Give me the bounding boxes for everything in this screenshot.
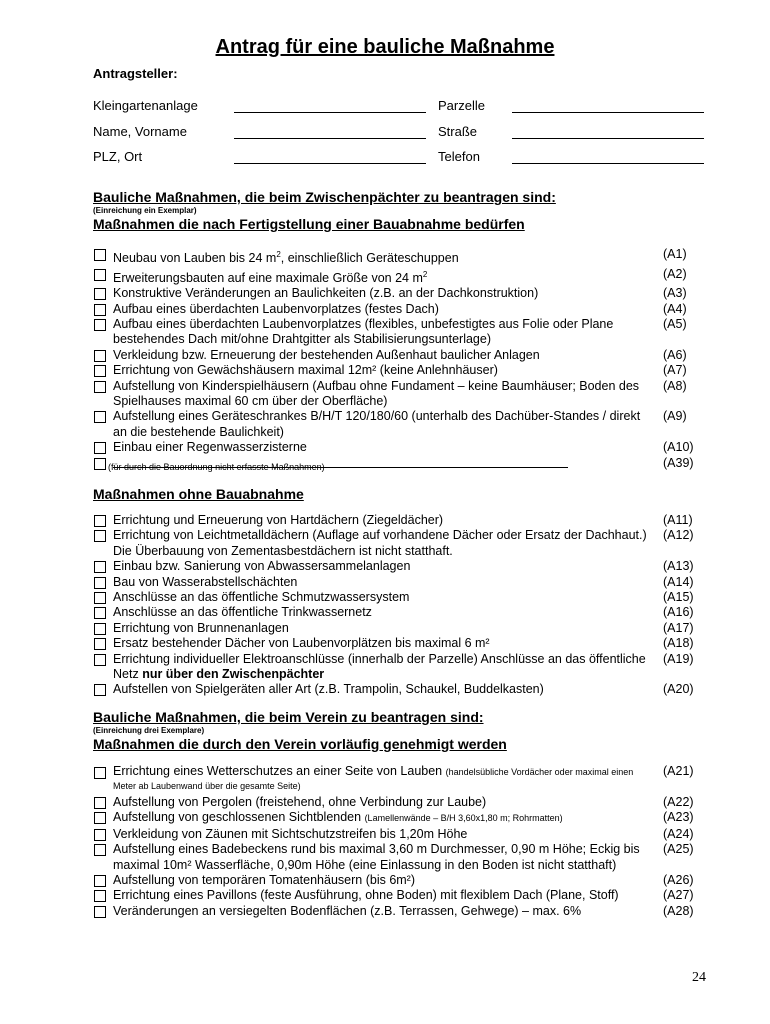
item-text: Aufbau eines überdachten Laubenvorplatzes (festes Dach) [113,301,439,316]
list-item [93,590,713,605]
item-code: (A1) [663,247,687,261]
checkbox[interactable] [94,890,106,902]
item-text: Errichtung von Leichtmetalldächern (Auflage auf vorhandene Dächer oder Ersatz der Dachhaut.) Die Überbauung von Zementasbestdächern ist nicht statthaft. [113,528,647,558]
item-code: (A14) [663,574,694,589]
item-code: (A8) [663,378,687,393]
checkbox[interactable] [94,638,106,650]
list-item [93,621,713,636]
item-text: Bau von Wasserabstellschächten [113,574,298,589]
field-row [0,98,770,116]
item-code: (A13) [663,559,694,574]
checkbox[interactable] [94,249,106,261]
list-item [93,247,713,267]
page-number: 24 [692,970,706,985]
field-label-phone: Telefon [438,149,480,164]
field-row [0,124,770,142]
item-code: (A27) [663,888,694,903]
checkbox[interactable] [94,875,106,887]
list-item [93,605,713,620]
item-code: (A26) [663,873,694,888]
item-code: (A4) [663,301,687,316]
section1-note: (Einreichung ein Exemplar) [93,206,197,215]
item-code: (A16) [663,605,694,620]
checkbox[interactable] [94,812,106,824]
checkbox[interactable] [94,304,106,316]
checkbox[interactable] [94,381,106,393]
item-code: (A7) [663,363,687,378]
item-text: Einbau einer Regenwasserzisterne [113,440,307,455]
item-text: Aufstellung eines Geräteschrankes B/H/T 120/180/60 (unterhalb des Dachüber-Standes / direkt an die bestehende Baulichkeit) [113,409,641,439]
item-text: Ersatz bestehender Dächer von Laubenvorplätzen bis maximal 6 m² [113,636,490,651]
form-title: Antrag für eine bauliche Maßnahme [215,36,555,58]
item-code: (A9) [663,409,687,424]
item-text: Errichtung eines Pavillons (feste Ausführung, ohne Boden) mit flexiblem Dach (Plane, Stoff) [113,888,619,903]
list-item [93,363,713,378]
list-item [93,636,713,651]
name-input-line[interactable] [234,138,426,139]
list-item [93,317,713,348]
checkbox[interactable] [94,515,106,527]
section3-subheading: Maßnahmen die durch den Verein vorläufig genehmigt werden [93,736,507,752]
checkbox[interactable] [94,829,106,841]
list-item [93,348,713,363]
item-code: (A24) [663,826,694,841]
list-item [93,267,713,287]
checkbox[interactable] [94,906,106,918]
item-code: (A11) [663,513,693,527]
list-item [93,842,713,873]
list-item [93,528,713,559]
list-item [93,765,713,795]
item-code: (A25) [663,842,694,857]
item-text: Errichtung von Brunnenanlagen [113,620,289,635]
item-code: (A10) [663,440,694,455]
item-text: Aufstellung von Kinderspielhäusern (Aufbau ohne Fundament – keine Baumhäuser; Boden des Spielhauses maximal 60 cm über der Oberfläche) [113,378,640,408]
plot-input-line[interactable] [512,112,704,113]
item-code: (A21) [663,764,694,778]
list-item [93,904,713,919]
item-code: (A22) [663,795,694,809]
item-text: Anschlüsse an das öffentliche Trinkwassernetz [113,605,372,620]
section1-footnote: (für durch die Bauordnung nicht erfasste Maßnahmen) [108,462,325,472]
phone-input-line[interactable] [512,163,704,164]
item-text: Errichtung individueller Elektroanschlüsse (innerhalb der Parzelle) Anschlüsse an das öffentliche Netz nur über den Zwischenpächter [113,651,646,682]
item-text: Aufbau eines überdachten Laubenvorplatzes (flexibles, unbefestigtes aus Folie oder Plane bestehendes Dach mit/ohne Drahtgitter als Stabilisierungsunterlage) [113,316,614,347]
item-text: Aufstellung von temporären Tomatenhäusern (bis 6m²) [113,873,416,888]
item-text: Errichtung und Erneuerung von Hartdächern (Ziegeldächer) [113,513,444,527]
checkbox[interactable] [94,288,106,300]
section2-subheading: Maßnahmen ohne Bauabnahme [93,486,304,502]
item-text: Verkleidung bzw. Erneuerung der bestehenden Außenhaut baulicher Anlagen [113,347,540,362]
item-code: (A39) [663,455,694,470]
item-text: Erweiterungsbauten auf eine maximale Größe von 24 $m^2$ [113,269,428,285]
section3-note: (Einreichung drei Exemplare) [93,726,205,735]
item-code: (A18) [663,636,694,651]
item-code: (A5) [663,316,687,331]
section1-list [93,247,713,472]
item-text: Aufstellung von geschlossenen Sichtblenden (Lamellenwände – B/H 3,60x1,80 m; Rohrmatten) [113,810,563,825]
checkbox[interactable] [94,844,106,856]
checkbox[interactable] [94,458,106,470]
item-code: (A19) [663,651,694,666]
list-item [93,513,713,528]
item-code: (A15) [663,590,694,605]
list-item [93,302,713,317]
checkbox[interactable] [94,365,106,377]
item-code: (A20) [663,682,694,697]
item-text: Neubau von Lauben bis 24 $m^2$, einschließlich Geräteschuppen [113,250,459,266]
field-label-street: Straße [438,124,478,139]
field-label-city: PLZ, Ort [93,149,143,164]
item-code: (A28) [663,903,694,918]
list-item [93,652,713,683]
field-label-plot: Parzelle [438,98,485,113]
garden-input-line[interactable] [234,112,426,113]
field-row [0,149,770,167]
city-input-line[interactable] [234,163,426,164]
section3-list [93,765,713,919]
checkbox[interactable] [94,767,106,779]
item-text: Aufstellung von Pergolen (freistehend, ohne Verbindung zur Laube) [113,795,487,809]
item-text: Einbau bzw. Sanierung von Abwassersammelanlagen [113,559,411,574]
checkbox[interactable] [94,442,106,454]
section1-heading: Bauliche Maßnahmen, die beim Zwischenpächter zu beantragen sind: [93,189,556,205]
applicant-label: Antragsteller: [93,66,178,81]
item-code: (A6) [663,347,687,362]
item-text: Verkleidung von Zäunen mit Sichtschutzstreifen bis 1,20m Höhe [113,826,468,841]
item-text: Errichtung eines Wetterschutzes an einer Seite von Lauben (handelsübliche Vordächer oder maximal einen Meter ab Laubenwand über die gesamte Seite) [113,764,634,791]
item-text: Aufstellung eines Badebeckens rund bis maximal 3,60 m Durchmesser, 0,90 m Höhe; Eckig bis maximal 10m² Wasserfläche, 0,90m Höhe (eine Einlassung in den Boden ist nicht statthaft) [113,842,640,872]
list-item [93,873,713,888]
checkbox[interactable] [94,592,106,604]
checkbox[interactable] [94,607,106,619]
section2-list [93,513,713,698]
checkbox[interactable] [94,561,106,573]
item-text: Konstruktive Veränderungen an Baulichkeiten (z.B. an der Dachkonstruktion) [113,286,539,301]
street-input-line[interactable] [512,138,704,139]
list-item [93,286,713,301]
checkbox[interactable] [94,411,106,423]
list-item [93,682,713,697]
list-item [93,888,713,903]
section3-heading: Bauliche Maßnahmen, die beim Verein zu beantragen sind: [93,709,484,725]
list-item [93,409,713,440]
checkbox[interactable] [94,797,106,809]
section1-subheading: Maßnahmen die nach Fertigstellung einer Bauabnahme bedürfen [93,216,525,232]
field-label-name: Name, Vorname [93,124,187,139]
list-item [93,795,713,810]
list-item [93,810,713,826]
item-code: (A23) [663,810,694,825]
item-code: (A12) [663,528,694,543]
field-label-garden: Kleingartenanlage [93,98,198,113]
list-item [93,827,713,842]
checkbox[interactable] [94,684,106,696]
item-text: Errichtung von Gewächshäusern maximal 12m² (keine Anlehnhäuser) [113,363,498,378]
list-item [93,575,713,590]
item-text: Anschlüsse an das öffentliche Schmutzwassersystem [113,590,410,605]
list-item [93,379,713,410]
checkbox[interactable] [94,530,106,542]
checkbox[interactable] [94,269,106,281]
item-text: Aufstellen von Spielgeräten aller Art (z.B. Trampolin, Schaukel, Buddelkasten) [113,682,544,697]
item-code: (A2) [663,266,687,281]
list-item [93,440,713,455]
list-item [93,559,713,574]
checkbox[interactable] [94,350,106,362]
checkbox[interactable] [94,623,106,635]
checkbox[interactable] [94,577,106,589]
item-code: (A3) [663,286,687,301]
item-text: Veränderungen an versiegelten Bodenflächen (z.B. Terrassen, Gehwege) – max. 6% [113,903,582,918]
checkbox[interactable] [94,319,106,331]
item-code: (A17) [663,620,694,635]
checkbox[interactable] [94,654,106,666]
